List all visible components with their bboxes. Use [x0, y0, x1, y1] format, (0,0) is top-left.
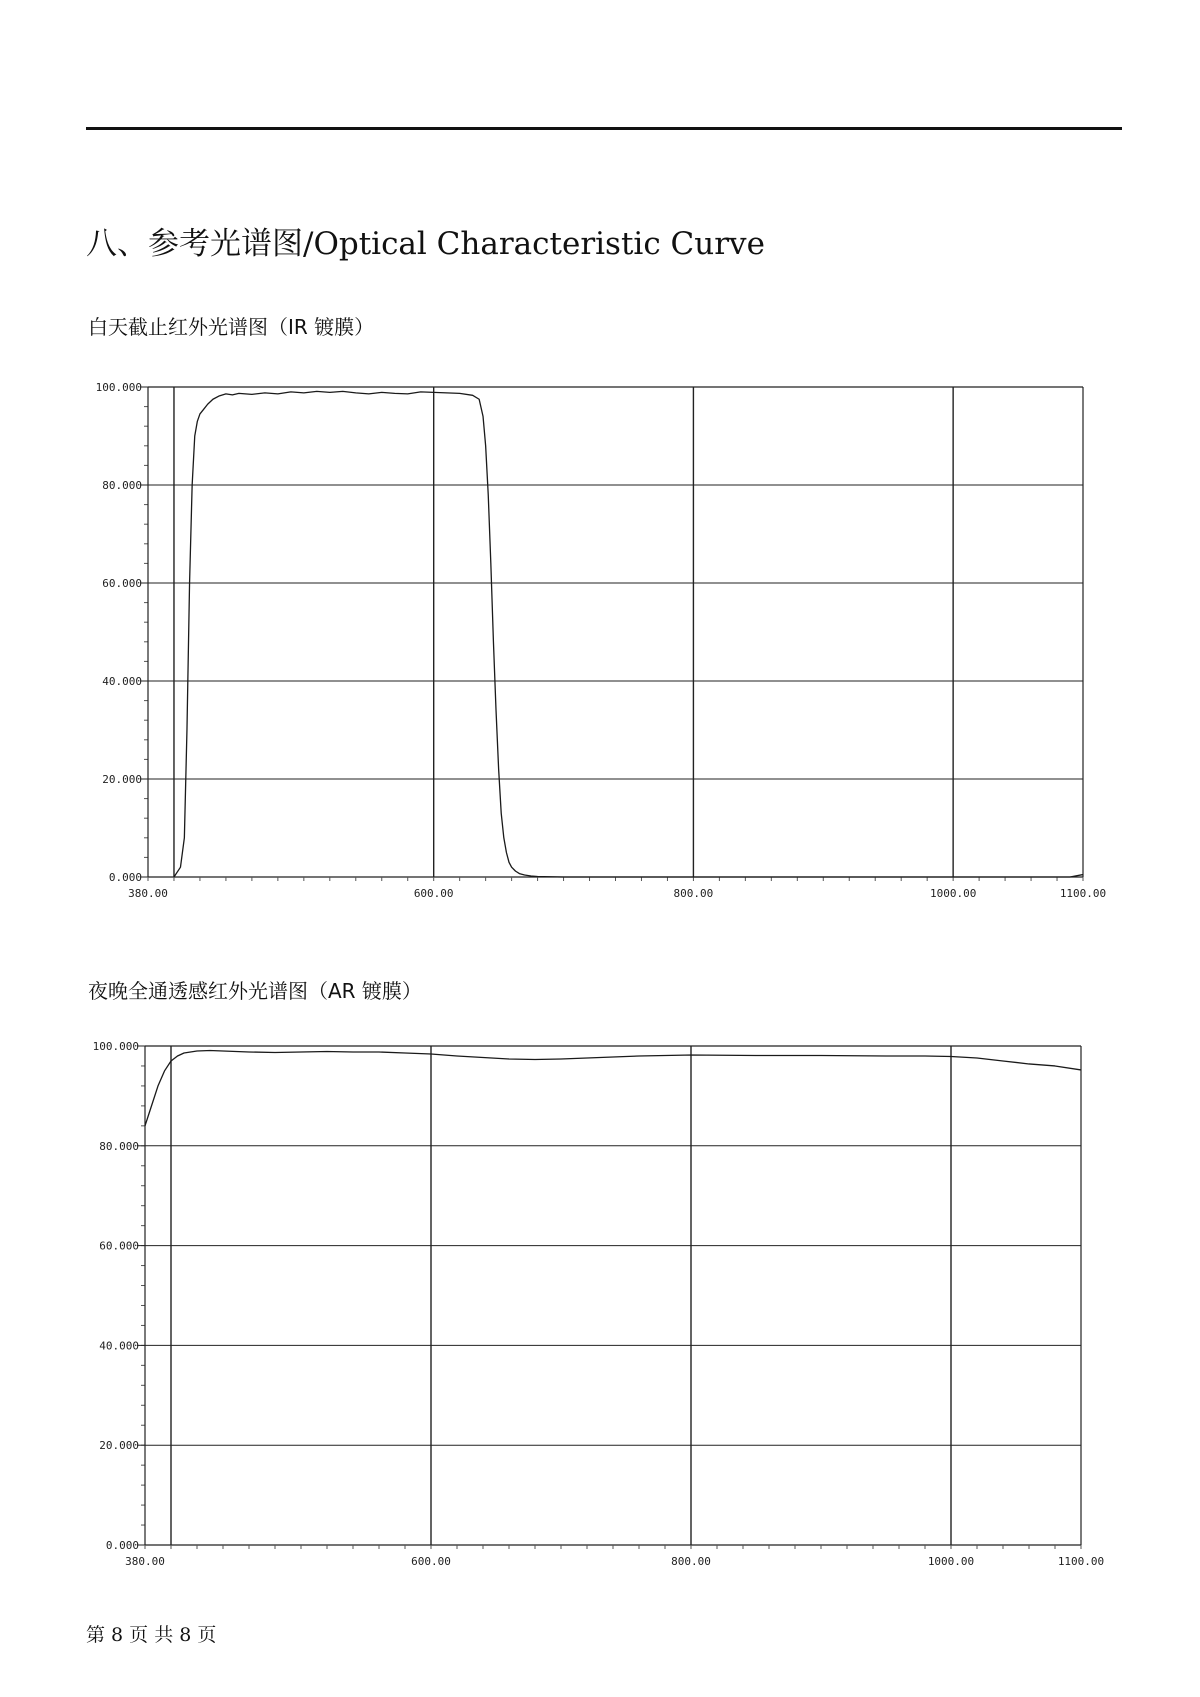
chart-1-y-tick-label: 20.000 — [102, 773, 142, 786]
chart-2-y-tick-label: 20.000 — [99, 1439, 139, 1453]
chart-2-y-tick-label: 40.000 — [99, 1339, 139, 1353]
chart-1-x-tick-label: 1000.00 — [929, 887, 977, 900]
chart-2-x-tick-label: 380.00 — [125, 1555, 165, 1568]
chart-2-y-tick-label: 60.000 — [99, 1239, 139, 1253]
chart-1-y-tick-label: 40.000 — [102, 675, 142, 688]
chart-2-x-tick-label: 600.00 — [411, 1555, 451, 1568]
chart-1-x-tick-label: 380.00 — [128, 887, 168, 900]
section-title: 八、参考光谱图/Optical Characteristic Curve — [86, 226, 765, 262]
chart-2-y-tick-label: 80.000 — [99, 1139, 139, 1153]
chart-1-x-tick-label: 600.00 — [413, 887, 454, 900]
chart-2-title: 夜晚全通透感红外光谱图（AR 镀膜） — [88, 979, 422, 1003]
chart-1-y-tick-label: 100.000 — [95, 381, 142, 394]
ir-spectrum-chart — [0, 370, 1200, 930]
chart-2-series-line — [145, 1050, 1081, 1125]
chart-2-x-tick-label: 1000.00 — [927, 1555, 975, 1568]
chart-1-y-tick-label: 80.000 — [102, 479, 142, 492]
ar-spectrum-chart — [0, 1030, 1200, 1585]
chart-1-x-tick-label: 1100.00 — [1059, 887, 1107, 900]
chart-1-title: 白天截止红外光谱图（IR 镀膜） — [88, 315, 375, 339]
chart-1-y-tick-label: 0.000 — [108, 871, 142, 884]
chart-2-y-tick-label: 100.000 — [92, 1040, 139, 1053]
chart-2-x-tick-label: 1100.00 — [1057, 1555, 1105, 1568]
header-rule — [86, 127, 1122, 130]
chart-1-y-tick-label: 60.000 — [102, 577, 142, 590]
chart-2-y-tick-label: 0.000 — [105, 1539, 139, 1552]
page-footer: 第 8 页 共 8 页 — [86, 1624, 217, 1646]
chart-1-series-line — [174, 391, 1083, 877]
chart-2-x-tick-label: 800.00 — [671, 1555, 711, 1568]
chart-1-x-tick-label: 800.00 — [673, 887, 714, 900]
